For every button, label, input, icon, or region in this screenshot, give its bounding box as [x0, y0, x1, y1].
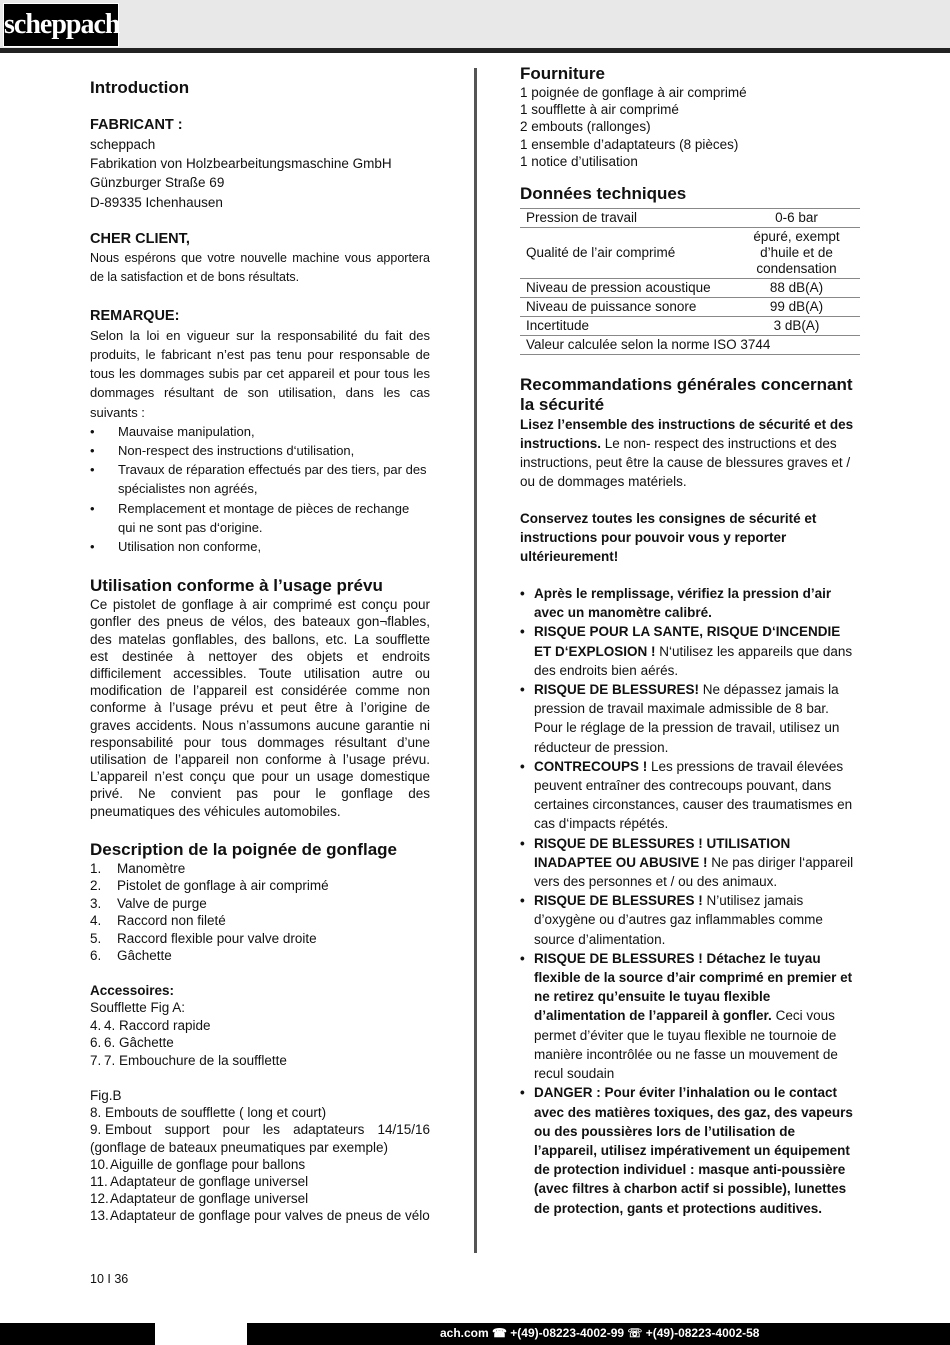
- list-item: 4. 4. Raccord rapide: [90, 1017, 211, 1033]
- list-item: 1. Manomètre: [90, 860, 186, 876]
- list-item: 4. Raccord non fileté: [90, 913, 226, 929]
- accessoires-sub: Soufflette Fig A:: [90, 1000, 186, 1016]
- safety-title: Recommandations générales concernant la sécurité: [520, 375, 853, 415]
- page-header: [0, 0, 950, 48]
- remarque-list: [90, 422, 430, 556]
- list-item: 2 embouts (rallonges): [520, 119, 651, 135]
- table-row: Qualité de l’air comprimé épuré, exempt d’huile et de condensation: [520, 228, 860, 279]
- figb-label: Fig.B: [90, 1087, 122, 1103]
- list-item: • CONTRECOUPS ! Les pressions de travail élevées peuvent entraîner des contrecoups pouvant, dans certaines circonstances, causer des traumatismes en cas d‘impacts répétés.: [520, 757, 860, 834]
- list-item: 6. Gâchette: [90, 947, 172, 963]
- page-number: 10 I 36: [90, 1272, 129, 1286]
- list-item: 6. 6. Gâchette: [90, 1035, 174, 1051]
- list-item: 8. Embouts de soufflette ( long et court): [90, 1105, 327, 1121]
- cher-client-label: CHER CLIENT,: [90, 230, 190, 247]
- list-item: • Remplacement et montage de pièces de rechange qui ne sont pas d‘origine.: [90, 499, 430, 537]
- safety-intro: Lisez l’ensemble des instructions de sécurité et des instructions. Le non- respect des instructions et des instructions, peut être la cause de blessures graves et / ou de dommages matériels.: [520, 417, 854, 490]
- table-row: Pression de travail 0-6 bar: [520, 209, 860, 228]
- list-item: • Utilisation non conforme,: [90, 537, 430, 556]
- table-row: Niveau de pression acoustique 88 dB(A): [520, 279, 860, 298]
- header-rule: [0, 48, 950, 53]
- list-item: 1 soufflette à air comprimé: [520, 102, 679, 118]
- list-item: • RISQUE DE BLESSURES ! Détachez le tuyau flexible de la source d’air comprimé en premier et ne retirez qu’ensuite le tuyau flexible d’alimentation de l’appareil à gonfler. Ceci vous permet d’éviter que le tuyau flexible ne tournoie de manière incontrôlée ou ne fasse un mouvement de recul soudain: [520, 949, 860, 1083]
- list-item: • Après le remplissage, vérifiez la pression d’air avec un manomètre calibré.: [520, 584, 860, 622]
- fabricant-line: D-89335 Ichenhausen: [90, 194, 223, 210]
- fabricant-line: Fabrikation von Holzbearbeitungsmaschine GmbH: [90, 156, 392, 172]
- footer-gap: [155, 1323, 247, 1345]
- list-item: 5. Raccord flexible pour valve droite: [90, 930, 317, 946]
- fabricant-line: Günzburger Straße 69: [90, 175, 225, 191]
- list-item: • RISQUE DE BLESSURES ! UTILISATION INADAPTEE OU ABUSIVE ! Ne pas diriger l‘appareil vers des personnes et / ou des animaux.: [520, 834, 860, 892]
- list-item: 1 poignée de gonflage à air comprimé: [520, 85, 747, 100]
- usage-title: Utilisation conforme à l’usage prévu: [90, 576, 383, 596]
- list-item: 10.Aiguille de gonflage pour ballons: [90, 1156, 306, 1172]
- list-item: 12.Adaptateur de gonflage universel: [90, 1191, 309, 1207]
- list-item: • Mauvaise manipulation,: [90, 422, 430, 441]
- list-item: • RISQUE POUR LA SANTE, RISQUE D‘INCENDIE ET D‘EXPLOSION ! N‘utilisez les appareils que dans des endroits bien aérés.: [520, 622, 860, 680]
- fabricant-address: [90, 135, 430, 212]
- column-divider: [474, 68, 477, 1253]
- list-item: 13.Adaptateur de gonflage pour valves de pneus de vélo: [90, 1208, 430, 1224]
- list-item: 1 notice d’utilisation: [520, 153, 638, 169]
- brand-logo: scheppach: [3, 3, 119, 47]
- right-column: [520, 64, 860, 1218]
- remarque-text: Selon la loi en vigueur sur la responsabilité du fait des produits, le fabricant n’est pas tenu pour responsable de tous les dommages subis par cet appareil et pour tous les dommages résultant de son utilisation, dans les cas suivants :: [90, 327, 430, 420]
- usage-text: Ce pistolet de gonflage à air comprimé est conçu pour gonfler des pneus de vélos, des bateaux gon¬flables, des matelas gonflables, des ballons, etc. La soufflette est destinée à nettoyer des objets et endroits difficilement accessibles. Toute utilisation autre ou modification de l’appareil est considérée comme non conforme à l’usage prévu et peut être à l’origine de graves accidents. Nous n’assumons aucune garantie ni responsabilité pour tous dommages résultant d’une utilisation de l’appareil non conforme à l’usage prévu. L’appareil n’est conçu que pour un usage domestique privé. Ne convient pas pour le gonflage des pneumatiques des véhicules automobiles.: [90, 597, 430, 819]
- list-item: • RISQUE DE BLESSURES ! N’utilisez jamais d’oxygène ou d’autres gaz inflammables comme source d’alimentation.: [520, 891, 860, 949]
- table-row: Valeur calculée selon la norme ISO 3744: [520, 336, 860, 355]
- safety-keep-note: Conservez toutes les consignes de sécurité et instructions pour pouvoir vous y reporter ultérieurement!: [520, 511, 817, 565]
- desc-title: Description de la poignée de gonflage: [90, 839, 397, 859]
- list-item: • RISQUE DE BLESSURES! Ne dépassez jamais la pression de travail maximale admissible de 8 bar. Pour le réglage de la pression de travail, utilisez un réducteur de pression.: [520, 680, 860, 757]
- list-item: 7. 7. Embouchure de la soufflette: [90, 1052, 287, 1068]
- fourniture-title: Fourniture: [520, 64, 605, 83]
- left-column: [90, 78, 430, 1225]
- list-item: 11. Adaptateur de gonflage universel: [90, 1173, 309, 1189]
- intro-title: Introduction: [90, 78, 190, 97]
- table-row: Incertitude 3 dB(A): [520, 317, 860, 336]
- list-item: • DANGER : Pour éviter l’inhalation ou le contact avec des matières toxiques, des gaz, des vapeurs ou des poussières lors de l’utilisation de l’appareil, utilisez impérativement un équipement de protection individuel : masque anti-poussière (avec filtres à charbon actif si possible), lunettes de protection, gants et protections auditives.: [520, 1083, 860, 1217]
- list-item: 2. Pistolet de gonflage à air comprimé: [90, 878, 329, 894]
- footer-contact: ach.com ☎ +(49)-08223-4002-99 ☏ +(49)-08223-4002-58: [440, 1326, 760, 1340]
- table-row: Niveau de puissance sonore 99 dB(A): [520, 298, 860, 317]
- list-item: 1 ensemble d’adaptateurs (8 pièces): [520, 136, 739, 152]
- tech-table: [520, 208, 860, 355]
- list-item: 9. Embout support pour les adaptateurs 14/15/16 (gonflage de bateaux pneumatiques par exemple): [90, 1122, 430, 1155]
- list-item: • Non-respect des instructions d‘utilisation,: [90, 441, 430, 460]
- cher-client-text: Nous espérons que votre nouvelle machine vous apportera de la satisfaction et de bons résultats.: [90, 250, 430, 284]
- fabricant-label: FABRICANT :: [90, 117, 183, 133]
- safety-list: [520, 584, 860, 1218]
- fabricant-line: scheppach: [90, 137, 156, 152]
- tech-title: Données techniques: [520, 184, 687, 204]
- remarque-label: REMARQUE:: [90, 307, 180, 324]
- list-item: 3. Valve de purge: [90, 895, 207, 911]
- accessoires-label: Accessoires:: [90, 983, 175, 999]
- list-item: • Travaux de réparation effectués par des tiers, par des spécialistes non agréés,: [90, 460, 430, 498]
- desc-list: [90, 860, 430, 964]
